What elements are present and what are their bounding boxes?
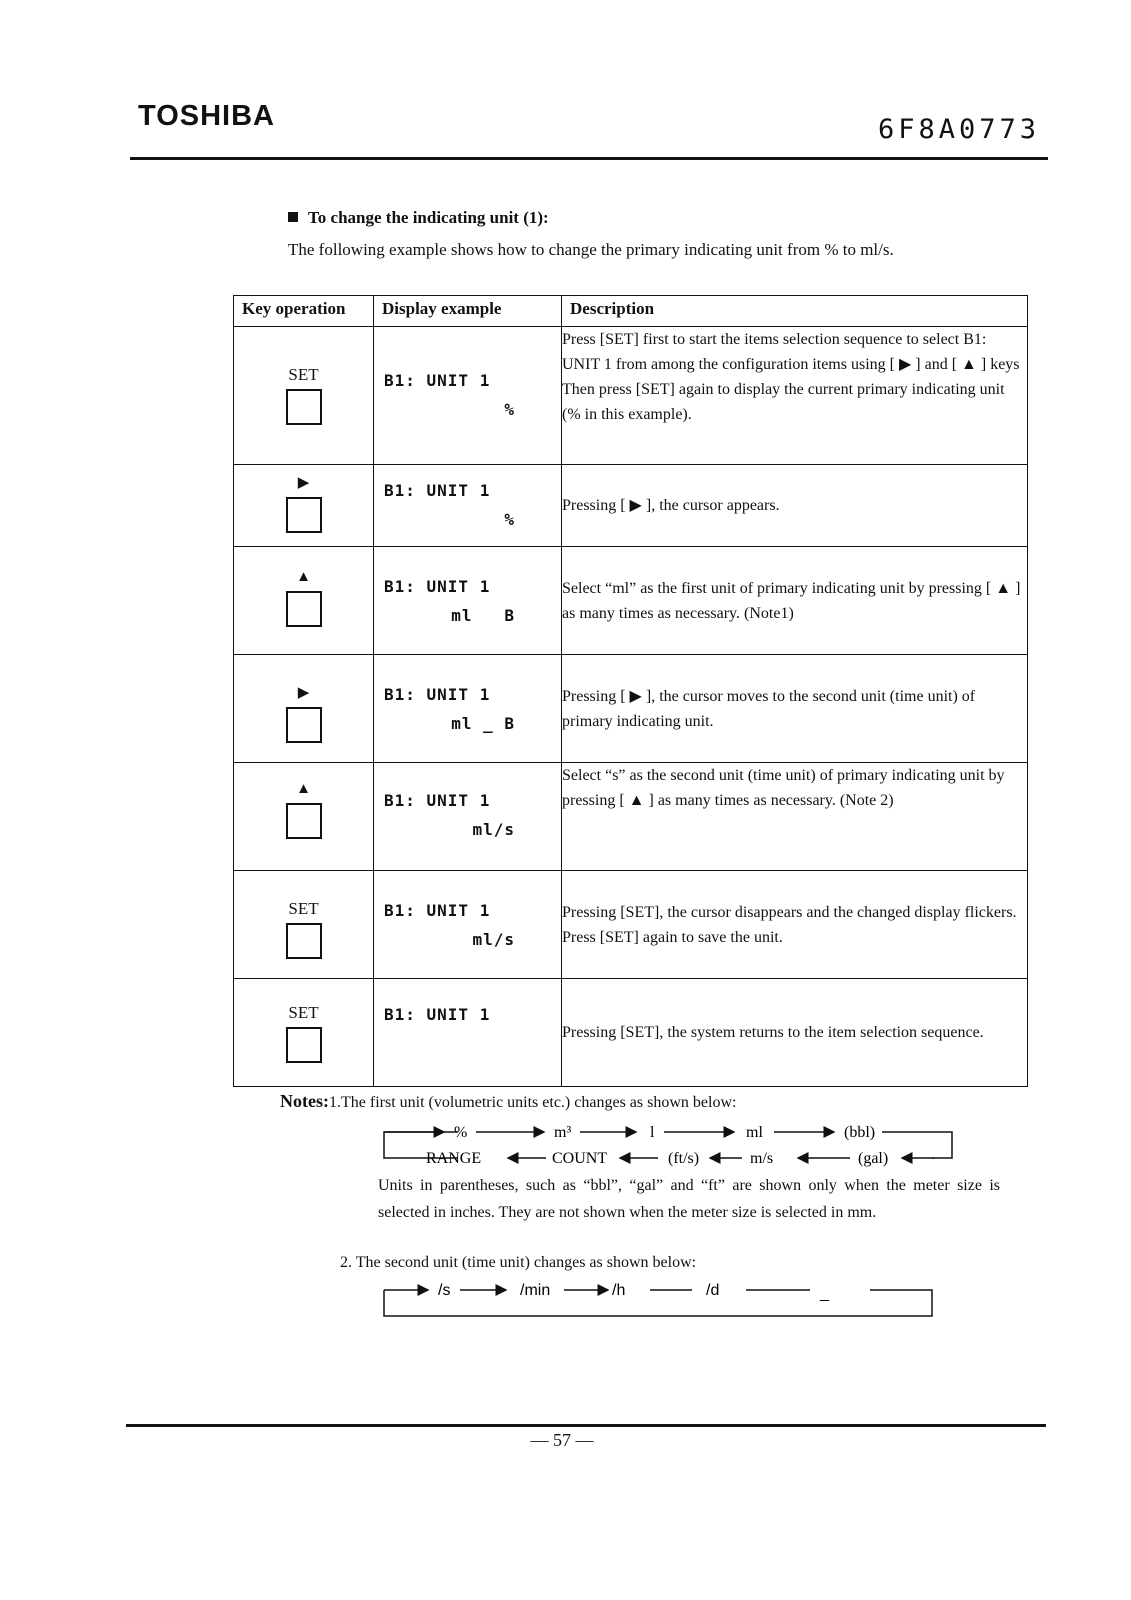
table-row [234,327,1028,465]
key-cell [234,465,374,547]
key-box [286,591,322,627]
key-cell [234,871,374,979]
cycle-return-line [384,1290,932,1316]
display-line-1: B1: UNIT 1 [384,791,491,810]
up-arrow-key-icon: ▲ [296,781,311,797]
first-unit-cycle-diagram [380,1120,980,1170]
right-arrow-key-icon: ▶ [297,475,310,491]
note1-body: Units in parentheses, such as “bbl”, “gal” and “ft” are shown only when the meter size is selected in inches. They are not shown when the meter size is selected in mm. [378,1177,1000,1221]
display-line-1: B1: UNIT 1 [384,1005,491,1024]
time-unit-item: _ [820,1285,829,1302]
key-cell [234,763,374,871]
description-cell: Pressing [SET], the cursor disappears and the changed display flickers. Press [SET] again to save the unit. [562,871,1028,979]
display-line-1: B1: UNIT 1 [384,481,491,500]
set-key-label: SET [288,365,319,384]
table-row [234,465,1028,547]
key-box [286,497,322,533]
bullet-icon [288,212,298,222]
notes-heading: Notes: [280,1091,329,1111]
unit-item: COUNT [552,1150,608,1167]
header-description: Description [562,296,1028,327]
key-cell [234,655,374,763]
display-line-2: % [504,510,515,529]
display-line-1: B1: UNIT 1 [384,685,491,704]
display-line-2: ml/s [472,930,515,949]
key-cell [234,327,374,465]
table-header-row [234,296,1028,327]
unit-item: l [650,1124,655,1141]
display-cell [374,465,562,547]
display-line-2: ml B [451,606,515,625]
display-cell [374,547,562,655]
description-cell: Select “s” as the second unit (time unit) of primary indicating unit by pressing [ ▲ ] as many times as necessary. (Note 2) [562,763,1028,871]
table-row [234,655,1028,763]
display-cell [374,979,562,1087]
set-key-box [286,923,322,959]
time-unit-item: /d [706,1282,720,1299]
set-key-label: SET [288,1003,319,1022]
intro-text: The following example shows how to change the primary indicating unit from % to ml/s. [288,240,894,259]
unit-item: m/s [750,1150,774,1167]
set-key-box [286,389,322,425]
header-display-example: Display example [374,296,562,327]
unit-item: (bbl) [844,1124,876,1141]
description-cell: Press [SET] first to start the items selection sequence to select B1: UNIT 1 from among the configuration items using [ ▶ ] and [ ▲ ] keys Then press [SET] again to display the current primary indicating unit (% in this example). [562,327,1028,465]
description-cell: Pressing [ ▶ ], the cursor appears. [562,465,1028,547]
key-cell [234,979,374,1087]
description-cell: Select “ml” as the first unit of primary indicating unit by pressing [ ▲ ] as many times as necessary. (Note1) [562,547,1028,655]
unit-item: % [454,1124,468,1141]
header-key-operation: Key operation [234,296,374,327]
unit-item: m³ [554,1124,572,1141]
time-unit-item: /h [612,1282,626,1299]
display-cell [374,763,562,871]
right-arrow-key-icon: ▶ [297,685,310,701]
footer-rule [126,1424,1046,1427]
time-unit-item: /min [520,1282,551,1299]
display-cell [374,871,562,979]
unit-item: (ft/s) [668,1150,700,1167]
unit-item: (gal) [858,1150,889,1167]
display-line-1: B1: UNIT 1 [384,577,491,596]
notes-block [280,1090,736,1114]
section-title-text: To change the indicating unit (1): [308,208,549,227]
key-cell [234,547,374,655]
time-unit-item: /s [438,1282,451,1299]
description-cell: Pressing [ ▶ ], the cursor moves to the second unit (time unit) of primary indicating unit. [562,655,1028,763]
set-key-box [286,1027,322,1063]
description-cell: Pressing [SET], the system returns to the item selection sequence. [562,979,1028,1087]
table-row [234,763,1028,871]
unit-item: RANGE [426,1150,482,1167]
set-key-label: SET [288,899,319,918]
time-unit-cycle-diagram [380,1278,940,1324]
display-line-1: B1: UNIT 1 [384,901,491,920]
table-row [234,979,1028,1087]
brand-logo: TOSHIBA [138,100,275,132]
unit-item: ml [746,1124,763,1141]
table-row [234,871,1028,979]
page-number: — 57 — [530,1430,594,1450]
up-arrow-key-icon: ▲ [296,569,311,585]
display-line-2: % [504,400,515,419]
display-line-2: ml _ B [451,714,515,733]
display-line-1: B1: UNIT 1 [384,371,491,390]
section-title [288,208,549,228]
key-box [286,707,322,743]
header-rule [130,157,1048,160]
document-number: 6F8A0773 [878,114,1041,145]
key-operation-table [233,295,1028,1087]
note1-intro: 1.The first unit (volumetric units etc.) changes as shown below: [328,1094,737,1111]
key-box [286,803,322,839]
display-cell [374,655,562,763]
note2-intro: 2. The second unit (time unit) changes as shown below: [340,1254,697,1271]
display-cell [374,327,562,465]
table-row [234,547,1028,655]
cycle-wrap-line [882,1132,952,1158]
display-line-2: ml/s [472,820,515,839]
